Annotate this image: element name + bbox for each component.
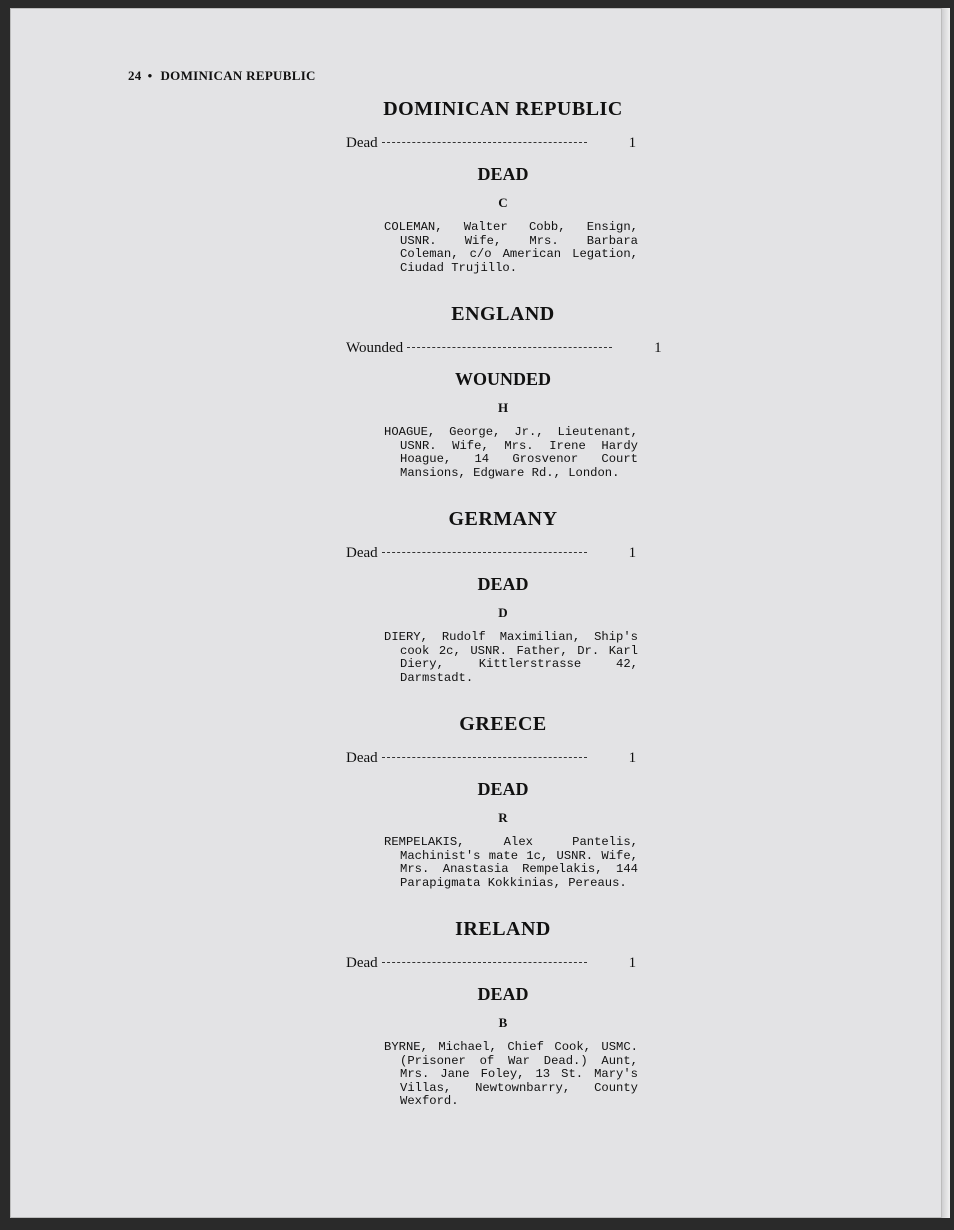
country-heading: DOMINICAN REPUBLIC bbox=[383, 98, 623, 120]
count-row bbox=[346, 340, 662, 357]
count-row bbox=[346, 545, 648, 562]
alphabet-letter: D bbox=[498, 605, 508, 620]
country-section-dominican-republic bbox=[338, 98, 648, 275]
dot-leader bbox=[407, 347, 612, 348]
count-value: 1 bbox=[628, 135, 637, 151]
count-row bbox=[346, 955, 648, 972]
country-heading: ENGLAND bbox=[451, 303, 555, 325]
alphabet-letter: B bbox=[498, 1015, 508, 1030]
count-row bbox=[346, 750, 648, 767]
document-page bbox=[10, 8, 942, 1218]
alphabet-letter: C bbox=[498, 195, 508, 210]
country-section-ireland bbox=[338, 918, 648, 1109]
country-heading: GREECE bbox=[459, 713, 547, 735]
alphabet-letter: H bbox=[497, 400, 509, 415]
count-label: Wounded bbox=[346, 340, 404, 356]
dot-leader bbox=[382, 757, 587, 758]
status-heading: DEAD bbox=[477, 574, 529, 594]
casualty-entry: HOAGUE, George, Jr., Lieutenant, USNR. Wife, Mrs. Irene Hardy Hoague, 14 Grosvenor Court Mansions, Edgware Rd., London. bbox=[384, 425, 638, 480]
dot-leader bbox=[382, 552, 587, 553]
page-number: 24 bbox=[128, 68, 142, 83]
dot-leader bbox=[382, 142, 587, 143]
running-head bbox=[128, 68, 316, 84]
count-label: Dead bbox=[346, 545, 378, 561]
status-heading: WOUNDED bbox=[454, 369, 551, 389]
status-heading: DEAD bbox=[477, 984, 529, 1004]
casualty-entry: DIERY, Rudolf Maximilian, Ship's cook 2c, USNR. Father, Dr. Karl Diery, Kittlerstrasse 42, Darmstadt. bbox=[384, 630, 638, 685]
count-value: 1 bbox=[628, 750, 637, 766]
casualty-entry: COLEMAN, Walter Cobb, Ensign, USNR. Wife, Mrs. Barbara Coleman, c/o American Legation, Ciudad Trujillo. bbox=[384, 220, 638, 275]
dot-leader bbox=[382, 962, 587, 963]
casualty-list bbox=[338, 98, 662, 1137]
country-heading: GERMANY bbox=[448, 508, 558, 530]
count-value: 1 bbox=[654, 340, 662, 356]
country-section-greece bbox=[338, 713, 648, 890]
count-value: 1 bbox=[628, 955, 637, 971]
status-heading: DEAD bbox=[477, 164, 529, 184]
count-row bbox=[346, 135, 648, 152]
casualty-entry: BYRNE, Michael, Chief Cook, USMC. (Prisoner of War Dead.) Aunt, Mrs. Jane Foley, 13 St. Mary's Villas, Newtownbarry, County Wexford. bbox=[384, 1040, 638, 1108]
count-value: 1 bbox=[628, 545, 637, 561]
country-section-england bbox=[338, 303, 662, 480]
count-label: Dead bbox=[346, 135, 378, 151]
count-label: Dead bbox=[346, 750, 378, 766]
country-section-germany bbox=[338, 508, 648, 685]
running-head-title: DOMINICAN REPUBLIC bbox=[160, 68, 316, 83]
country-heading: IRELAND bbox=[455, 918, 551, 940]
status-heading: DEAD bbox=[477, 779, 529, 799]
bullet-separator: • bbox=[147, 68, 153, 83]
casualty-entry: REMPELAKIS, Alex Pantelis, Machinist's mate 1c, USNR. Wife, Mrs. Anastasia Rempelakis, 144 Parapigmata Kokkinias, Pereaus. bbox=[384, 835, 638, 890]
count-label: Dead bbox=[346, 955, 378, 971]
alphabet-letter: R bbox=[498, 810, 508, 825]
